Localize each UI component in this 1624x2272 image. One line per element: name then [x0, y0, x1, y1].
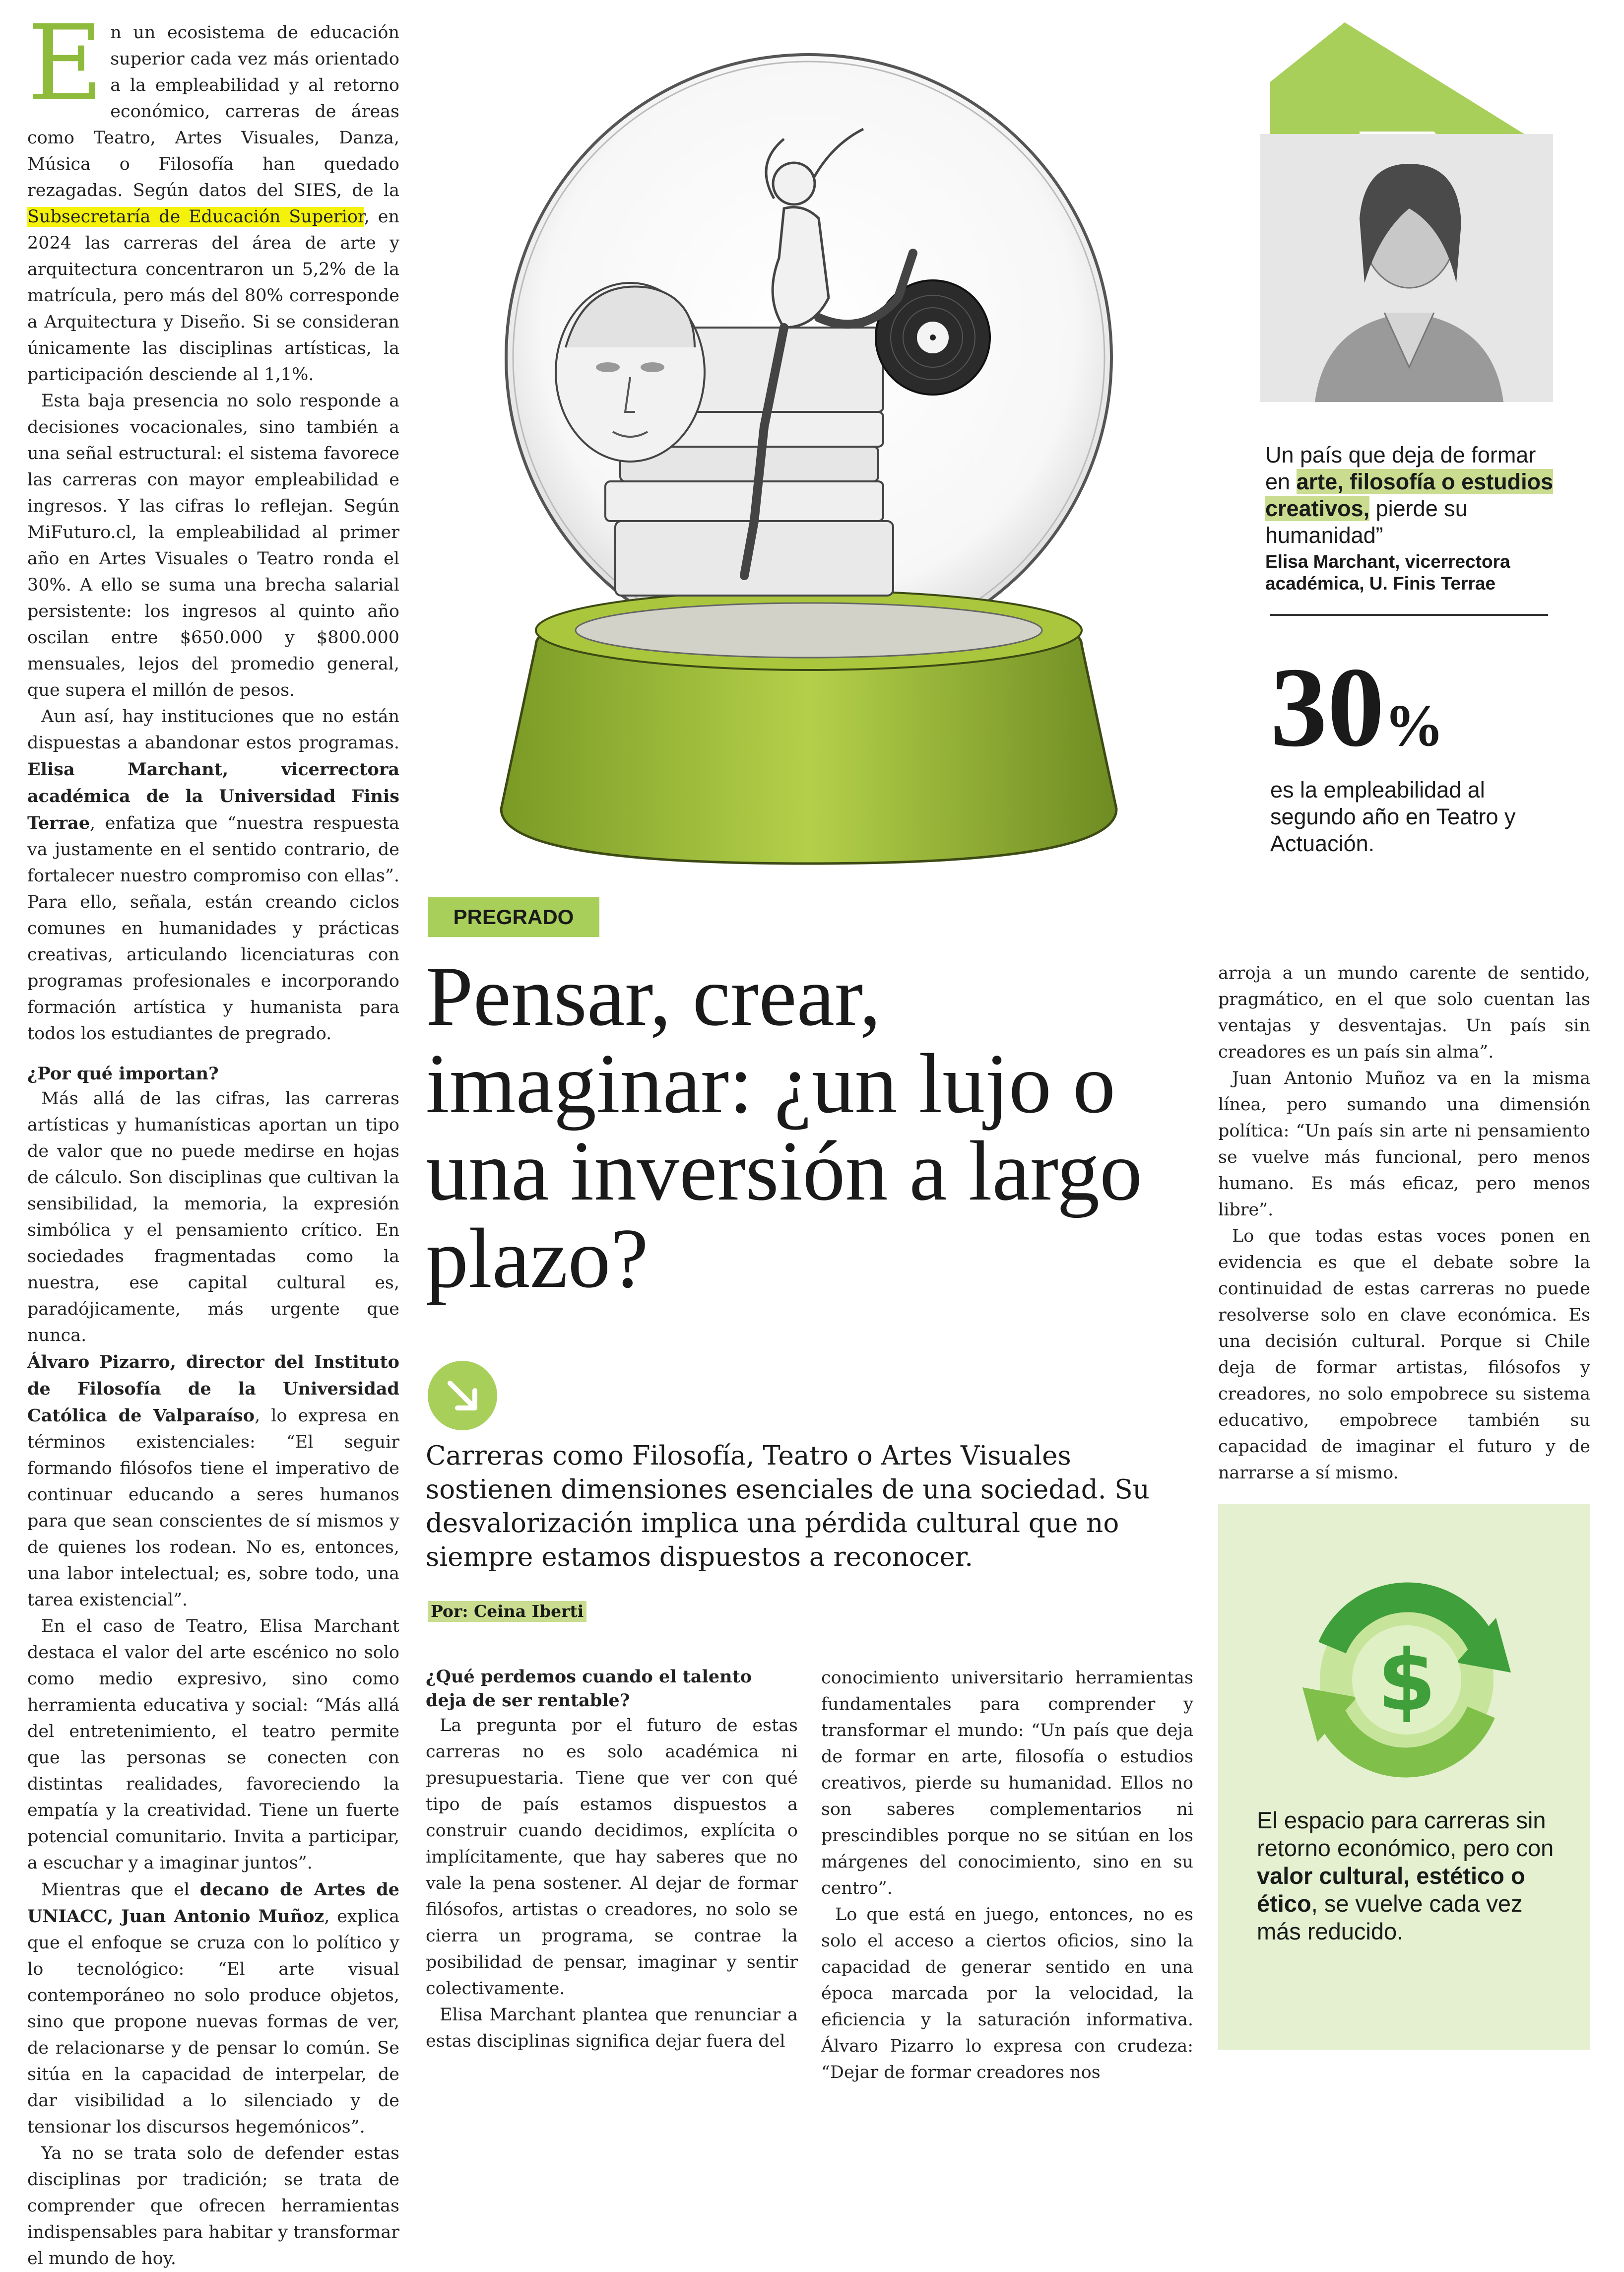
- subheading: ¿Por qué importan?: [27, 1064, 219, 1084]
- deck: Carreras como Filosofía, Teatro o Artes Visuales sostienen dimensiones esenciales de una sociedad. Su desvalorización implica una pérdida cultural que no siempre estamos dispuestos a reconocer.: [426, 1441, 1150, 1572]
- body-paragraph: Juan Antonio Muñoz va en la misma línea, pero sumando una dimensión política: “Un país sin arte ni pensamiento se vuelve más funcional, pero menos humano. Es más eficaz, pero menos libre”.: [1218, 1069, 1590, 1220]
- article-column-4: [1218, 960, 1590, 1486]
- headline: Pensar, crear, imaginar: ¿un lujo o una inversión a largo plazo?: [426, 949, 1143, 1306]
- pull-quote-attribution: Elisa Marchant, vicerrectora académica, U. Finis Terrae: [1265, 551, 1510, 594]
- pull-quote: Un país que deja de formar en arte, filosofía o estudios creativos, pierde su humanidad”: [1265, 442, 1554, 548]
- stat-unit: %: [1384, 692, 1444, 758]
- dollar-recycle-icon: [1278, 1563, 1536, 1792]
- drop-cap: E: [27, 2, 104, 124]
- sidebar-text: El espacio para carreras sin retorno económico, pero con valor cultural, estético o ético, se vuelve cada vez más reducido.: [1257, 1807, 1554, 1944]
- body-paragraph: Lo que está en juego, entonces, no es solo el acceso a ciertos oficios, sino la capacidad de generar sentido en una época marcada por la velocidad, la eficiencia y la saturación informativa. Álvaro Pizarro lo expresa con crudeza: “Dejar de formar creadores nos: [821, 1905, 1193, 2082]
- subheading: ¿Qué perdemos cuando el talento deja de ser rentable?: [426, 1667, 752, 1711]
- section-tag: PREGRADO: [428, 897, 599, 937]
- author-portrait: [1260, 134, 1553, 402]
- body-paragraph: Esta baja presencia no solo responde a decisiones vocacionales, sino también a una señal estructural: el sistema favorece las carreras con mayor empleabilidad e ingresos. Y las cifras lo reflejan. Según MiFuturo.cl, la empleabilidad al primer año en Artes Visuales o Teatro ronda el 30%. A ello se suma una brecha salarial persistente: los ingresos al quinto año oscilan entre $650.000 y $800.000 mensuales, lejos del promedio general, que supera el millón de pesos.: [27, 391, 399, 700]
- body-paragraph: Ya no se trata solo de defender estas disciplinas por tradición; se trata de comprender que ofrecen herramientas indispensables para habitar y transformar el mundo de hoy.: [27, 2143, 399, 2269]
- article-column-2: [426, 1665, 798, 2055]
- body-paragraph: Aun así, hay instituciones que no están dispuestas a abandonar estos programas. Elisa Marchant, vicerrectora académica de la Universidad Finis Terrae, enfatiza que “nuestra respuesta va justamente en el sentido contrario, de fortalecer nuestro compromiso con ellas”. Para ello, señala, están creando ciclos comunes en humanidades y prácticas creativas, articulando licenciaturas con programas profesionales e incorporando formación artística y humanista para todos los estudiantes de pregrado.: [27, 707, 399, 1044]
- stat-number: 30%: [1270, 644, 1444, 770]
- highlighted-source: Subsecretaría de Educación Superior: [27, 207, 364, 227]
- body-paragraph: Mientras que el decano de Artes de UNIACC, Juan Antonio Muñoz, explica que el enfoque se cruza con lo político y lo tecnológico: “El arte visual contemporáneo no solo produce objetos, sino que propone nuevas formas de ver, de relacionarse y de pensar lo común. Se sitúa en la capacidad de interpelar, de dar visibilidad a lo silenciado y de tensionar los discursos hegemónicos”.: [27, 1879, 399, 2137]
- snow-globe-illustration: [437, 20, 1211, 883]
- lead-paragraph: En un ecosistema de educación superior cada vez más orientado a la empleabilidad y al retorno económico, carreras de áreas como Teatro, Artes Visuales, Danza, Música o Filosofía han quedado rezagadas. Según datos del SIES, de la Subsecretaría de Educación Superior, en 2024 las carreras del área de arte y arquitectura concentraron un 5,2% de la matrícula, pero más del 80% corresponde a Arquitectura y Diseño. Si se consideran únicamente las disciplinas artísticas, la participación desciende al 1,1%.: [27, 2, 399, 385]
- stat-caption: es la empleabilidad al segundo año en Teatro y Actuación.: [1270, 777, 1516, 856]
- body-paragraph: Elisa Marchant plantea que renunciar a estas disciplinas significa dejar fuera del: [426, 2005, 798, 2051]
- body-paragraph: La pregunta por el futuro de estas carreras no es solo académica ni presupuestaria. Tiene que ver con qué tipo de país estamos dispuestos a construir cuando decidimos, explícita o implícitamente, que hay saberes que no vale la pena sostener. Al dejar de formar filósofos, artistas o creadores, no solo se cierra un programa, se contrae la posibilidad de pensar, imaginar y sentir colectivamente.: [426, 1716, 798, 1999]
- body-paragraph: En el caso de Teatro, Elisa Marchant destaca el valor del arte escénico no solo como medio expresivo, sino como herramienta educativa y social: “Más allá del entretenimiento, el teatro permite que las personas se conecten con distintas realidades, favoreciendo la empatía y la creatividad. Tiene un fuerte potencial comunitario. Invita a participar, a escuchar y a imaginar juntos”.: [27, 1616, 399, 1873]
- body-paragraph: Álvaro Pizarro, director del Instituto de Filosofía de la Universidad Católica de Valparaíso, lo expresa en términos existenciales: “El seguir formando filósofos tiene el imperativo de continuar educando a seres humanos para que sean conscientes de sí mismos y de quienes los rodean. No es, entonces, una labor intelectual; es, sobre todo, una tarea existencial”.: [27, 1352, 399, 1610]
- article-column-3: [821, 1665, 1193, 2086]
- divider: [1270, 614, 1548, 616]
- svg-text:$: $: [1377, 1632, 1436, 1730]
- arrow-down-right-icon: [428, 1361, 497, 1430]
- body-paragraph: conocimiento universitario herramientas fundamentales para comprender y transformar el mundo: “Un país que deja de formar en arte, filosofía o estudios creativos, pierde su humanidad. Ellos no son saberes complementarios ni prescindibles porque no se sitúan en los márgenes del conocimiento, sino en su centro”.: [821, 1668, 1193, 1898]
- byline: Por: Ceina Iberti: [428, 1601, 586, 1622]
- body-paragraph: Lo que todas estas voces ponen en evidencia es que el debate sobre la continuidad de estas carreras no puede resolverse solo en clave económica. Es una decisión cultural. Porque si Chile deja de formar artistas, filósofos y creadores, no solo empobrece su sistema educativo, empobrece también su capacidad de imaginar el futuro y de narrarse a sí mismo.: [1218, 1226, 1590, 1483]
- pull-quote-highlight: arte, filosofía o estudios creativos,: [1265, 469, 1554, 521]
- article-column-1: [27, 2, 399, 2272]
- body-paragraph: arroja a un mundo carente de sentido, pragmático, en el que solo cuentan las ventajas y desventajas. Un país sin creadores es un país sin alma”.: [1218, 963, 1590, 1062]
- body-paragraph: Más allá de las cifras, las carreras artísticas y humanísticas aportan un tipo de valor que no puede medirse en hojas de cálculo. Son disciplinas que cultivan la sensibilidad, la memoria, la expresión simbólica y el pensamiento crítico. En sociedades fragmentadas como la nuestra, ese capital cultural es, paradójicamente, más urgente que nunca.: [27, 1089, 399, 1345]
